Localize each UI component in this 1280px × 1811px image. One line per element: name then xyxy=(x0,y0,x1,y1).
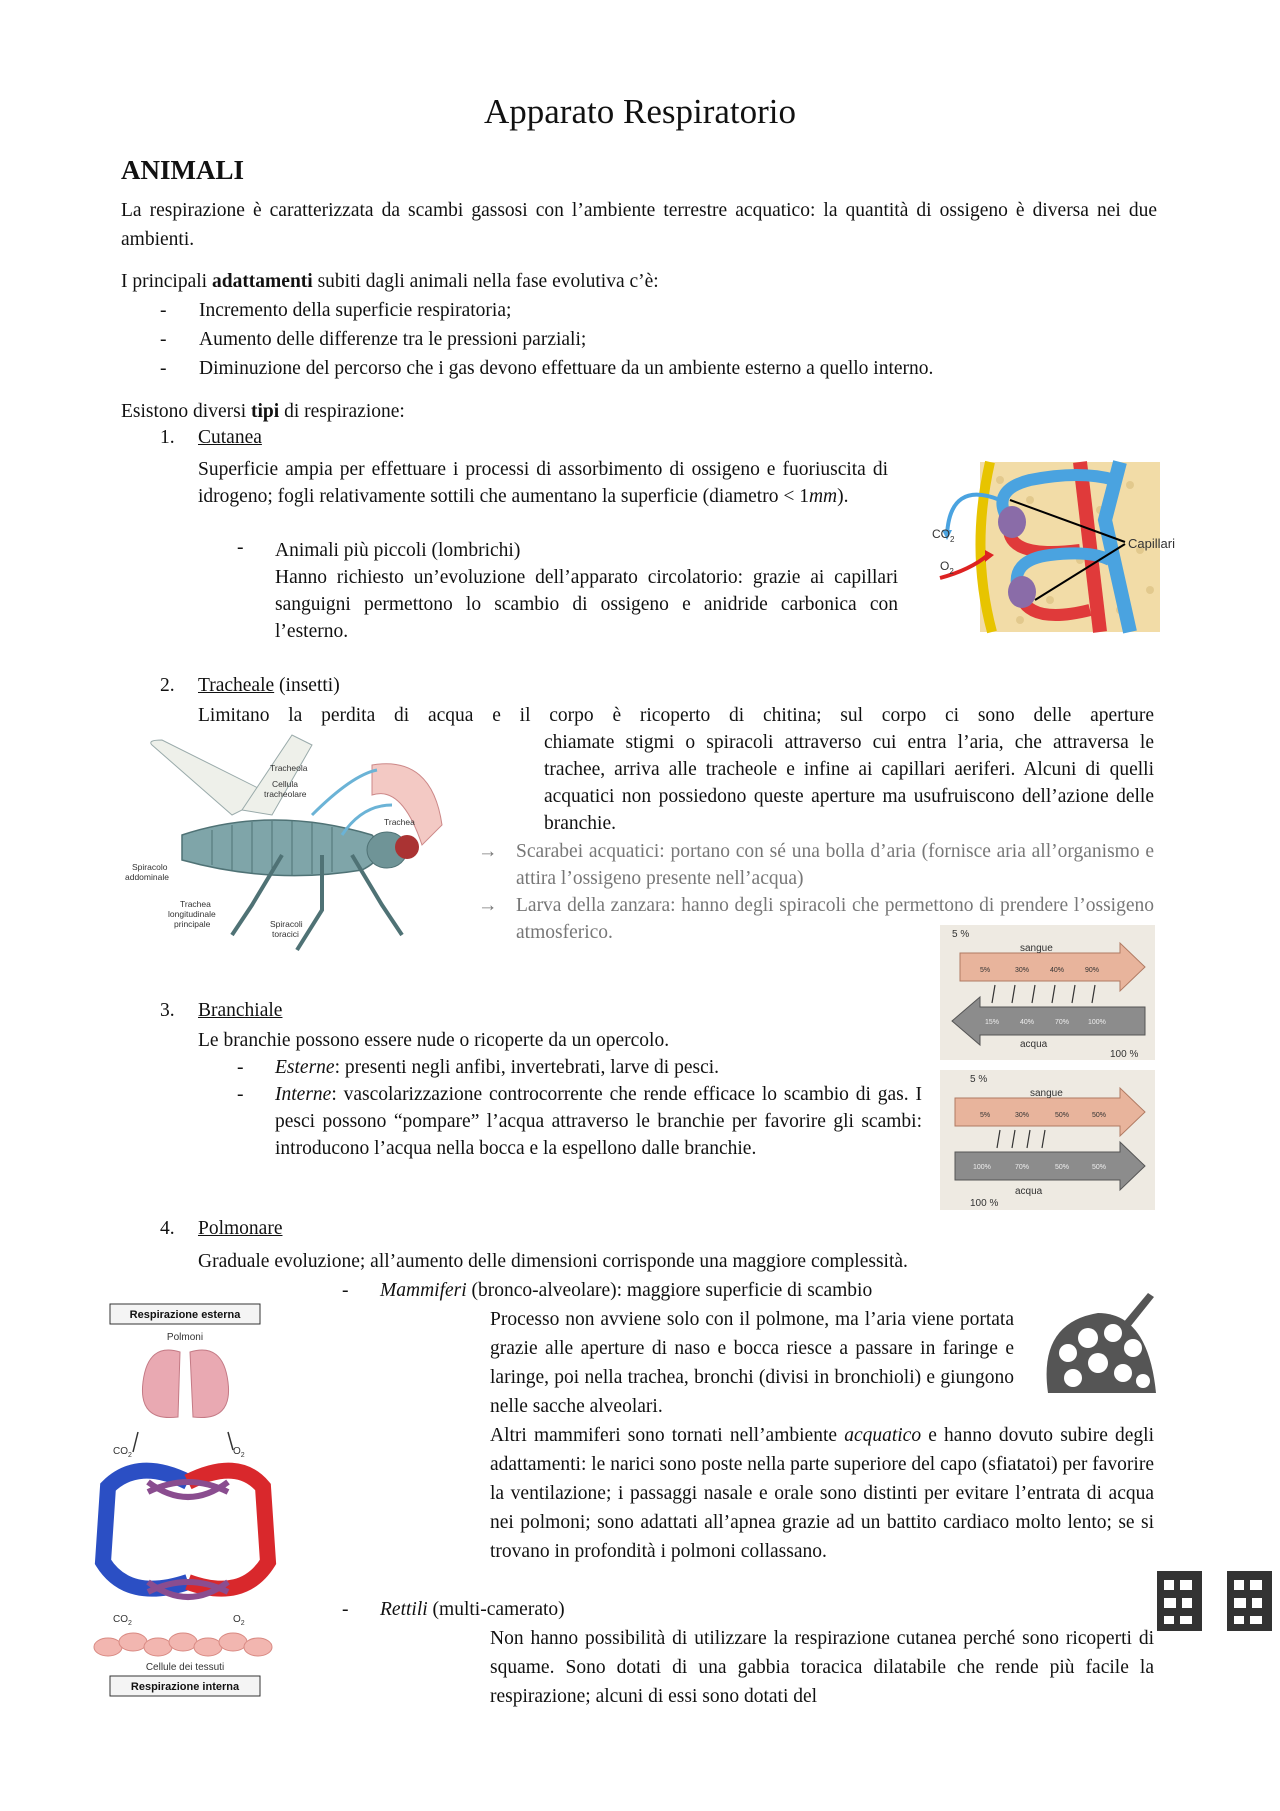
svg-text:CO2: $CO_2$ xyxy=(932,527,955,544)
types-intro: Esistono diversi tipi di respirazione: xyxy=(121,401,405,422)
tracheale-line1: Limitano la perdita di acqua e il corpo è ricoperto di chitina; sul corpo ci sono delle aperture xyxy=(198,705,1154,726)
svg-text:50%: 50% xyxy=(1055,1112,1070,1119)
svg-text:longitudinale: longitudinale xyxy=(168,909,216,919)
svg-text:toracici: toracici xyxy=(272,929,299,939)
svg-text:O2: $O_2$ xyxy=(940,559,954,576)
branchiale-heading: 3. Branchiale xyxy=(160,1000,283,1021)
svg-text:O2: $O_2$ xyxy=(233,1614,245,1627)
alveoli-figure xyxy=(1038,1293,1168,1403)
polmonare-heading: 4. Polmonare xyxy=(160,1218,283,1239)
dash: - xyxy=(342,1599,349,1620)
respiration-circulation-figure xyxy=(88,1302,288,1702)
cutanea-text: Superficie ampia per effettuare i processi di assorbimento di ossigeno e fuoriuscita di idrogeno; fogli relativamente sottili che aumentano la superficie (diametro < 1mm). xyxy=(198,459,888,507)
dash: - xyxy=(237,1057,244,1078)
list-item: - Diminuzione del percorso che i gas devono effettuare da un ambiente esterno a quello interno. xyxy=(160,358,934,379)
list-item: - Aumento delle differenze tra le pressioni parziali; xyxy=(160,329,587,350)
list-item: - Incremento della superficie respiratoria; xyxy=(160,300,512,321)
svg-text:acqua: acqua xyxy=(1015,1186,1043,1197)
svg-text:5%: 5% xyxy=(980,1112,991,1119)
svg-text:90%: 90% xyxy=(1085,967,1100,974)
rettili-text: Non hanno possibilità di utilizzare la respirazione cutanea perché sono ricoperti di squame. Sono dotati di una gabbia toracica dilatabile che rende più facile la respirazione; alcuni di essi sono dotati del xyxy=(490,1628,1154,1707)
reptile-lung-icons xyxy=(1152,1566,1277,1636)
branchiale-esterne: Esterne: presenti negli anfibi, invertebrati, larve di pesci. xyxy=(275,1057,720,1078)
rettili-heading: Rettili (multi-camerato) xyxy=(380,1599,565,1620)
dash: - xyxy=(237,537,244,558)
adapt-list xyxy=(160,296,933,383)
svg-text:100%: 100% xyxy=(973,1164,991,1171)
section-heading: ANIMALI xyxy=(121,155,245,185)
svg-text:Trachea: Trachea xyxy=(180,899,211,909)
tracheale-note2: Larva della zanzara: hanno degli spiracoli che permettono di prendere l’ossigeno atmosferico. xyxy=(516,895,1154,943)
svg-text:addominale: addominale xyxy=(125,872,169,882)
svg-text:sangue: sangue xyxy=(1030,1088,1063,1099)
svg-text:Trachea: Trachea xyxy=(384,817,415,827)
arrow-icon: → xyxy=(478,895,498,916)
polmonare-intro: Graduale evoluzione; all’aumento delle dimensioni corrisponde una maggiore complessità. xyxy=(198,1251,908,1272)
svg-text:principale: principale xyxy=(174,919,211,929)
capillari-label: Capillari xyxy=(1128,536,1175,551)
svg-text:CO2: $CO_2$ xyxy=(113,1446,132,1459)
svg-text:30%: 30% xyxy=(1015,1112,1030,1119)
svg-text:O2: $O_2$ xyxy=(233,1446,245,1459)
tracheale-note1: Scarabei acquatici: portano con sé una bolla d’aria (fornisce aria all’organismo e attira l’ossigeno presente nell’acqua) xyxy=(516,841,1154,889)
svg-text:40%: 40% xyxy=(1020,1019,1035,1026)
svg-text:Respirazione esterna: Respirazione esterna xyxy=(129,1309,241,1321)
svg-text:CO2: $CO_2$ xyxy=(113,1614,132,1627)
svg-text:Tracheola: Tracheola xyxy=(270,763,308,773)
insect-trachea-figure xyxy=(122,735,452,960)
arrow-icon: → xyxy=(478,841,498,862)
svg-text:70%: 70% xyxy=(1015,1164,1030,1171)
svg-text:70%: 70% xyxy=(1055,1019,1070,1026)
intro-paragraph: La respirazione è caratterizzata da scambi gassosi con l’ambiente terrestre acquatico: la quantità di ossigeno è diversa nei due ambienti. xyxy=(121,200,1157,250)
dash: - xyxy=(237,1084,244,1105)
concurrent-figure xyxy=(940,1070,1155,1210)
svg-text:100 %: 100 % xyxy=(970,1198,999,1209)
branchiale-intro: Le branchie possono essere nude o ricoperte da un opercolo. xyxy=(198,1030,670,1051)
page-title: Apparato Respiratorio xyxy=(484,92,796,131)
svg-text:100%: 100% xyxy=(1088,1019,1106,1026)
mammiferi-p1: Processo non avviene solo con il polmone, ma l’aria viene portata grazie alle aperture di naso e bocca riesce a passare in faringe e laringe, poi nella trachea, bronchi (divisi in bronchioli) e giungono nelle sacche alveolari. xyxy=(490,1309,1014,1417)
svg-text:Cellule dei tessuti: Cellule dei tessuti xyxy=(145,1662,225,1673)
svg-text:50%: 50% xyxy=(1092,1112,1107,1119)
adapt-intro: I principali adattamenti subiti dagli animali nella fase evolutiva c’è: xyxy=(121,271,659,292)
cutanea-heading: 1. Cutanea xyxy=(160,427,262,448)
dash: - xyxy=(342,1280,349,1301)
cutanea-sub-text: Hanno richiesto un’evoluzione dell’apparato circolatorio: grazie ai capillari sanguigni permettono lo scambio di ossigeno e anidride carbonica con l’esterno. xyxy=(275,567,898,642)
svg-text:Cellula: Cellula xyxy=(272,779,298,789)
svg-text:sangue: sangue xyxy=(1020,943,1053,954)
cutanea-sub-title: Animali più piccoli (lombrichi) xyxy=(275,540,521,561)
svg-text:Spiracolo: Spiracolo xyxy=(132,862,168,872)
svg-text:50%: 50% xyxy=(1055,1164,1070,1171)
svg-text:acqua: acqua xyxy=(1020,1039,1048,1050)
branchiale-interne: Interne: vascolarizzazione controcorrente che rende efficace lo scambio di gas. I pesci possono “pompare” l’acqua attraverso le branchie per favorire gli scambi: introducono l’acqua nella bocca e la espellono dalle branchie. xyxy=(275,1084,922,1159)
mammiferi-p2: Altri mammiferi sono tornati nell’ambiente acquatico e hanno dovuto subire degli adattamenti: le narici sono poste nella parte superiore del capo (sfiatatoi) per favorire la ventilazione; i passaggi nasale e orale sono distinti per evitare l’entrata di acqua nei polmoni; sono adattati all’apnea grazie ad un battito cardiaco molto lento; se si trovano in profondità i polmoni collassano. xyxy=(490,1425,1154,1562)
svg-text:Respirazione interna: Respirazione interna xyxy=(130,1681,240,1693)
mammiferi-heading: Mammiferi (bronco-alveolare): maggiore superficie di scambio xyxy=(380,1280,873,1301)
tracheale-heading: 2. Tracheale (insetti) xyxy=(160,675,340,696)
svg-text:Spiracoli: Spiracoli xyxy=(270,919,303,929)
svg-text:5 %: 5 % xyxy=(952,929,970,940)
svg-text:tracheolare: tracheolare xyxy=(264,789,307,799)
svg-text:15%: 15% xyxy=(985,1019,1000,1026)
tracheale-text: chiamate stigmi o spiracoli attraverso cui entra l’aria, che attraversa le trachee, arriva alle tracheole e infine ai capillari aeriferi. Alcuni di quelli acquatici non possiedono queste aperture ma usufruiscono dell’azione delle branchie. xyxy=(544,732,1154,834)
svg-text:100 %: 100 % xyxy=(1110,1049,1139,1060)
svg-text:5%: 5% xyxy=(980,967,991,974)
svg-text:Polmoni: Polmoni xyxy=(166,1332,204,1343)
svg-text:5 %: 5 % xyxy=(970,1074,988,1085)
svg-text:30%: 30% xyxy=(1015,967,1030,974)
svg-text:40%: 40% xyxy=(1050,967,1065,974)
countercurrent-figure xyxy=(940,925,1155,1060)
svg-text:50%: 50% xyxy=(1092,1164,1107,1171)
skin-capillaries-figure xyxy=(930,460,1175,635)
